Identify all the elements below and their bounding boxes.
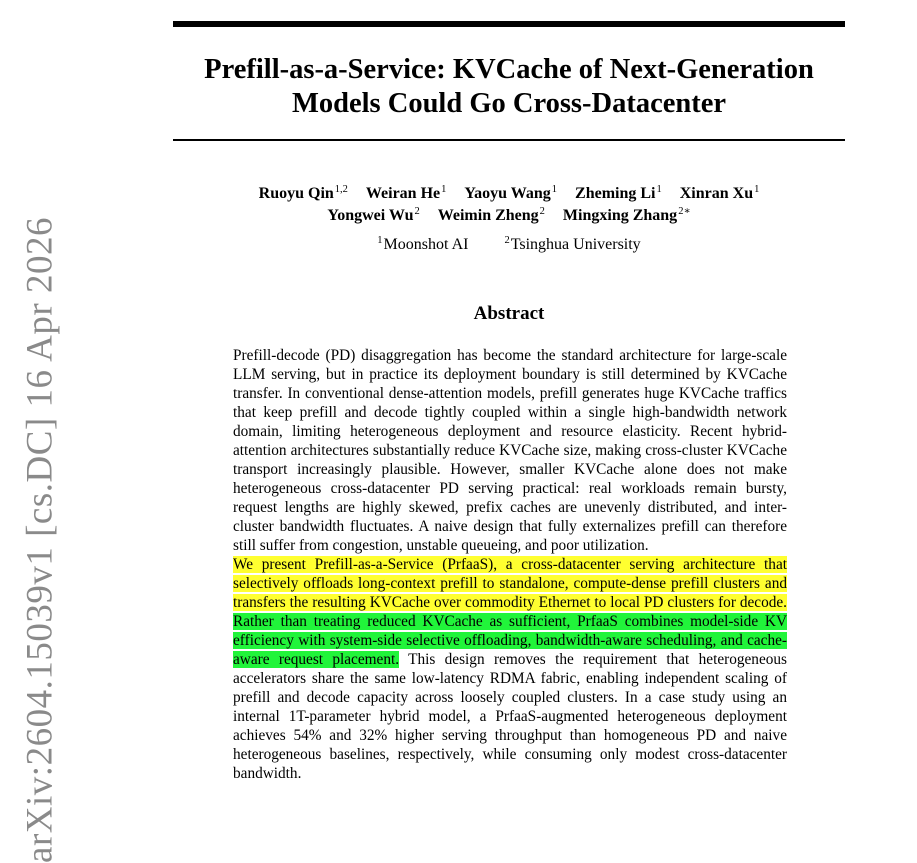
abstract-paragraph-2 <box>233 555 787 783</box>
affiliation: $^2$Tsinghua University <box>504 235 641 253</box>
abstract-paragraph-1: Prefill-decode (PD) disaggregation has become the standard architecture for large-scale LLM serving, but in practice its deployment boundary is still determined by KVCache transfer. In conventional dense-attention models, prefill generates huge KVCache traffics that keep prefill and decode tightly coupled within a single high-bandwidth network domain, limiting heterogeneous deployment and resource elasticity. Recent hybrid-attention architectures substantially reduce KVCache size, making cross-cluster KVCache transport increasingly plausible. However, smaller KVCache alone does not make heterogeneous cross-datacenter PD serving practical: real workloads remain bursty, request lengths are highly skewed, prefix caches are unevenly distributed, and inter-cluster bandwidth fluctuates. A naive design that fully externalizes prefill can therefore still suffer from congestion, unstable queueing, and poor utilization. <box>233 347 787 554</box>
title-line-2: Models Could Go Cross-Datacenter <box>291 88 727 119</box>
affiliation: $^1$Moonshot AI <box>377 235 469 253</box>
author: Yongwei Wu$^2$ <box>327 206 420 224</box>
author: Weiran He$^1$ <box>365 184 447 202</box>
author: Yaoyu Wang$^1$ <box>464 184 558 202</box>
abstract-paragraph-2-rest: This design removes the requirement that heterogeneous accelerators share the same low-latency RDMA fabric, enabling independent scaling of prefill and decode capacity across loosely coupled clusters. In a case study using an internal 1T-parameter hybrid model, a PrfaaS-augmented heterogeneous deployment achieves 54% and 32% higher serving throughput than homogeneous PD and naive heterogeneous baselines, respectively, while consuming only modest cross-datacenter bandwidth. <box>233 651 787 782</box>
title-bottom-rule <box>173 139 845 141</box>
title-top-rule <box>173 21 845 27</box>
author-line-1 <box>173 184 845 206</box>
paper-title <box>173 53 845 121</box>
author: Ruoyu Qin$^{1,2}$ <box>258 184 348 202</box>
abstract-heading: Abstract <box>473 303 545 324</box>
arxiv-identifier: arXiv:2604.15039v1 [cs.DC] 16 Apr 2026 <box>19 217 61 863</box>
highlighted-text-yellow: We present Prefill-as-a-Service (PrfaaS), a cross-datacenter serving architecture that selectively offloads long-context prefill to standalone, compute-dense prefill clusters and transfers the resulting KVCache over commodity Ethernet to local PD clusters for decode. <box>233 556 787 611</box>
author-list <box>173 184 845 228</box>
title-line-1: Prefill-as-a-Service: KVCache of Next-Generation <box>204 54 814 85</box>
abstract-body <box>233 346 787 783</box>
highlighted-text-green: Rather than treating reduced KVCache as sufficient, PrfaaS combines model-side KV efficiency with system-side selective offloading, bandwidth-aware scheduling, and cache-aware request placement. <box>233 613 787 668</box>
affiliations <box>173 235 845 257</box>
author: Weimin Zheng$^2$ <box>437 206 545 224</box>
author: Xinran Xu$^1$ <box>679 184 760 202</box>
author: Mingxing Zhang$^{2∗}$ <box>562 206 691 224</box>
author-line-2 <box>173 206 845 228</box>
author: Zheming Li$^1$ <box>575 184 662 202</box>
